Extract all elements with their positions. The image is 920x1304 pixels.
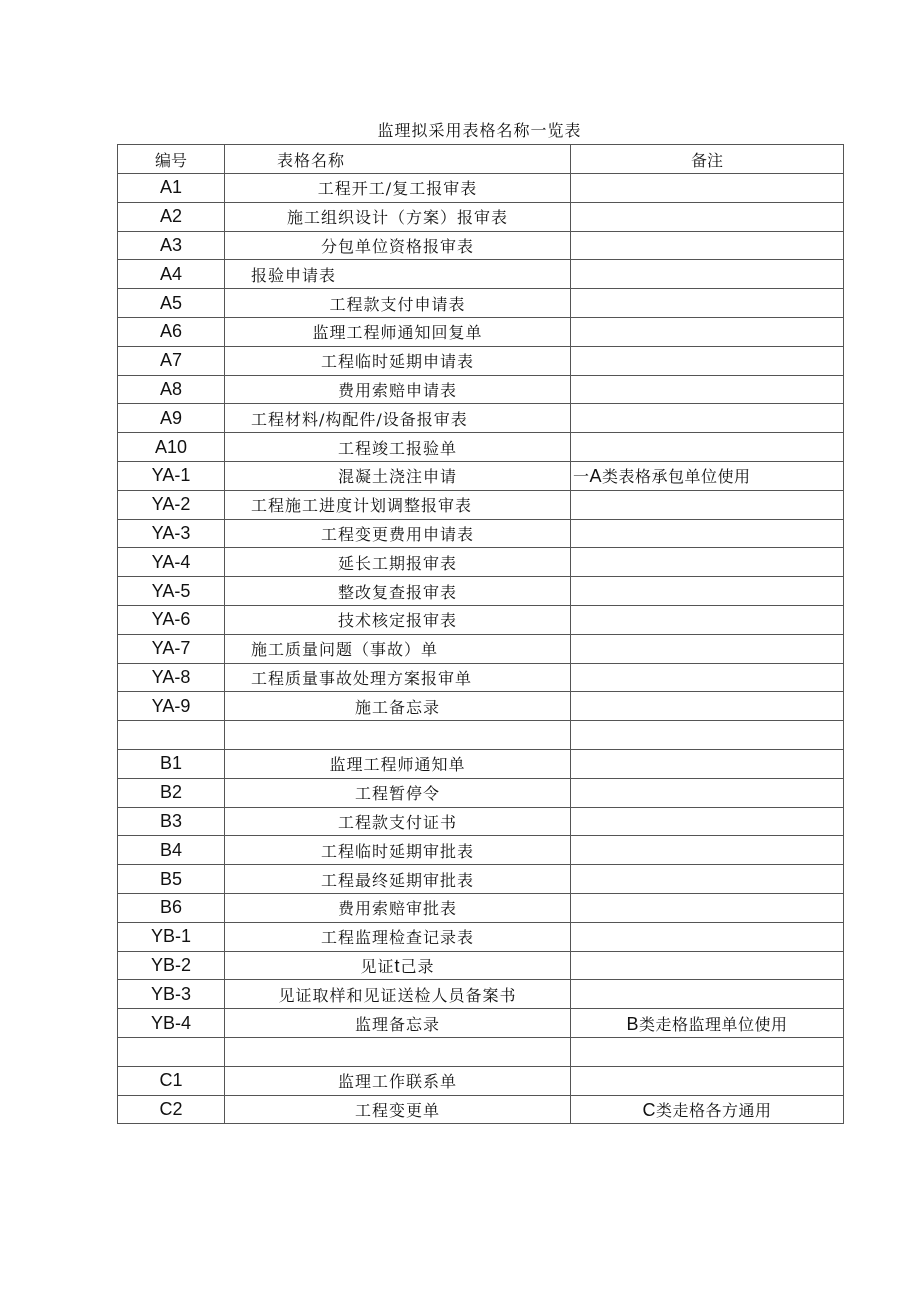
table-row xyxy=(118,721,844,750)
table-row xyxy=(118,836,844,865)
table-row xyxy=(118,577,844,606)
form-code: YA-5 xyxy=(118,577,225,606)
form-name: 工程最终延期审批表 xyxy=(225,865,571,894)
form-code: YA-8 xyxy=(118,663,225,692)
form-code: B2 xyxy=(118,778,225,807)
form-code: YB-1 xyxy=(118,922,225,951)
table-row xyxy=(118,692,844,721)
form-note xyxy=(571,490,844,519)
form-note xyxy=(571,807,844,836)
form-code: YB-3 xyxy=(118,980,225,1009)
form-note xyxy=(571,375,844,404)
table-row xyxy=(118,548,844,577)
table-row xyxy=(118,807,844,836)
form-note xyxy=(571,980,844,1009)
form-code: A8 xyxy=(118,375,225,404)
table-row xyxy=(118,202,844,231)
form-note xyxy=(571,1009,844,1038)
form-note xyxy=(571,749,844,778)
form-note xyxy=(571,260,844,289)
form-name: 监理工程师通知单 xyxy=(225,749,571,778)
table-row xyxy=(118,490,844,519)
form-note xyxy=(571,1066,844,1095)
form-note xyxy=(571,663,844,692)
table-row xyxy=(118,663,844,692)
form-code: YB-4 xyxy=(118,1009,225,1038)
table-row xyxy=(118,865,844,894)
table-row xyxy=(118,980,844,1009)
form-note xyxy=(571,778,844,807)
form-note xyxy=(571,865,844,894)
form-note xyxy=(571,231,844,260)
form-name xyxy=(225,951,571,980)
form-name: 工程款支付证书 xyxy=(225,807,571,836)
form-note xyxy=(571,317,844,346)
form-name: 工程监理检查记录表 xyxy=(225,922,571,951)
table-row xyxy=(118,346,844,375)
form-note xyxy=(571,577,844,606)
form-name-part: 己录 xyxy=(400,956,435,976)
table-row xyxy=(118,749,844,778)
table-row xyxy=(118,634,844,663)
form-name xyxy=(225,1037,571,1066)
form-code xyxy=(118,721,225,750)
form-name: 施工组织设计（方案）报审表 xyxy=(225,202,571,231)
form-note xyxy=(571,605,844,634)
form-name: 工程质量事故处理方案报审单 xyxy=(225,663,571,692)
form-name: 施工质量问题（事故）单 xyxy=(225,634,571,663)
form-note xyxy=(571,893,844,922)
form-code: YA-3 xyxy=(118,519,225,548)
form-code: A4 xyxy=(118,260,225,289)
form-code: A1 xyxy=(118,174,225,203)
table-row xyxy=(118,605,844,634)
table-row xyxy=(118,922,844,951)
form-code: YB-2 xyxy=(118,951,225,980)
form-note xyxy=(571,174,844,203)
form-code: A9 xyxy=(118,404,225,433)
form-name: 混凝土浇注申请 xyxy=(225,461,571,490)
form-name: 监理工程师通知回复单 xyxy=(225,317,571,346)
table-row xyxy=(118,1095,844,1124)
document-title: 监理拟采用表格名称一览表 xyxy=(377,121,582,140)
form-note-part: C xyxy=(642,1099,656,1120)
form-name: 分包单位资格报审表 xyxy=(225,231,571,260)
form-code: B6 xyxy=(118,893,225,922)
form-note xyxy=(571,922,844,951)
form-note xyxy=(571,1095,844,1124)
form-name: 技术核定报审表 xyxy=(225,605,571,634)
form-code: C2 xyxy=(118,1095,225,1124)
form-code: B5 xyxy=(118,865,225,894)
form-name: 工程临时延期申请表 xyxy=(225,346,571,375)
header-code: 编号 xyxy=(118,145,225,174)
form-note xyxy=(571,721,844,750)
form-name: 工程材料/构配件/设备报审表 xyxy=(225,404,571,433)
form-name: 工程暂停令 xyxy=(225,778,571,807)
form-note xyxy=(571,692,844,721)
form-note-part: B xyxy=(626,1013,639,1034)
form-note xyxy=(571,404,844,433)
table-row xyxy=(118,1037,844,1066)
form-code: YA-9 xyxy=(118,692,225,721)
table-row xyxy=(118,951,844,980)
form-name: 监理工作联系单 xyxy=(225,1066,571,1095)
form-name: 工程竣工报验单 xyxy=(225,433,571,462)
table-row xyxy=(118,461,844,490)
form-note xyxy=(571,202,844,231)
form-code: A2 xyxy=(118,202,225,231)
form-name: 报验申请表 xyxy=(225,260,571,289)
table-row xyxy=(118,317,844,346)
form-name xyxy=(225,721,571,750)
form-name-part: t xyxy=(394,955,401,976)
form-name: 见证取样和见证送检人员备案书 xyxy=(225,980,571,1009)
table-row xyxy=(118,778,844,807)
form-name-part: 见证 xyxy=(360,956,395,976)
table-header-row xyxy=(118,145,844,174)
form-code: A10 xyxy=(118,433,225,462)
header-note: 备注 xyxy=(571,145,844,174)
form-code: A6 xyxy=(118,317,225,346)
table-row xyxy=(118,1009,844,1038)
form-note xyxy=(571,433,844,462)
form-name: 工程款支付申请表 xyxy=(225,289,571,318)
form-note xyxy=(571,1037,844,1066)
form-name: 延长工期报审表 xyxy=(225,548,571,577)
table-row xyxy=(118,174,844,203)
form-note xyxy=(571,289,844,318)
form-code: YA-6 xyxy=(118,605,225,634)
form-note xyxy=(571,346,844,375)
table-row xyxy=(118,1066,844,1095)
form-name: 监理备忘录 xyxy=(225,1009,571,1038)
form-code: B3 xyxy=(118,807,225,836)
form-code: YA-2 xyxy=(118,490,225,519)
table-row xyxy=(118,519,844,548)
form-name: 费用索赔审批表 xyxy=(225,893,571,922)
table-row xyxy=(118,289,844,318)
form-note xyxy=(571,634,844,663)
form-name: 工程开工/复工报审表 xyxy=(225,174,571,203)
form-name: 施工备忘录 xyxy=(225,692,571,721)
form-code: YA-1 xyxy=(118,461,225,490)
form-code: C1 xyxy=(118,1066,225,1095)
form-code: YA-7 xyxy=(118,634,225,663)
form-code: B1 xyxy=(118,749,225,778)
form-code: A3 xyxy=(118,231,225,260)
form-list-table xyxy=(117,144,844,1124)
form-name: 工程施工进度计划调整报审表 xyxy=(225,490,571,519)
form-name: 工程临时延期审批表 xyxy=(225,836,571,865)
form-note xyxy=(571,461,844,490)
form-note xyxy=(571,836,844,865)
form-note xyxy=(571,519,844,548)
form-note xyxy=(571,951,844,980)
form-code: YA-4 xyxy=(118,548,225,577)
form-name: 工程变更单 xyxy=(225,1095,571,1124)
table-row xyxy=(118,260,844,289)
table-row xyxy=(118,433,844,462)
form-name: 费用索赔申请表 xyxy=(225,375,571,404)
form-code: B4 xyxy=(118,836,225,865)
form-note-part: A xyxy=(589,466,603,487)
header-name: 表格名称 xyxy=(225,145,571,174)
form-code: A7 xyxy=(118,346,225,375)
form-code xyxy=(118,1037,225,1066)
form-note xyxy=(571,548,844,577)
form-name: 整改复查报审表 xyxy=(225,577,571,606)
table-row xyxy=(118,375,844,404)
table-row xyxy=(118,893,844,922)
table-row xyxy=(118,231,844,260)
form-note-part: 类走格监理单位使用 xyxy=(639,1014,788,1034)
form-note-part: 一 xyxy=(573,467,590,487)
form-name: 工程变更费用申请表 xyxy=(225,519,571,548)
table-row xyxy=(118,404,844,433)
form-note-part: 类表格承包单位使用 xyxy=(602,467,751,487)
form-note-part: 类走格各方通用 xyxy=(655,1100,772,1120)
form-code: A5 xyxy=(118,289,225,318)
